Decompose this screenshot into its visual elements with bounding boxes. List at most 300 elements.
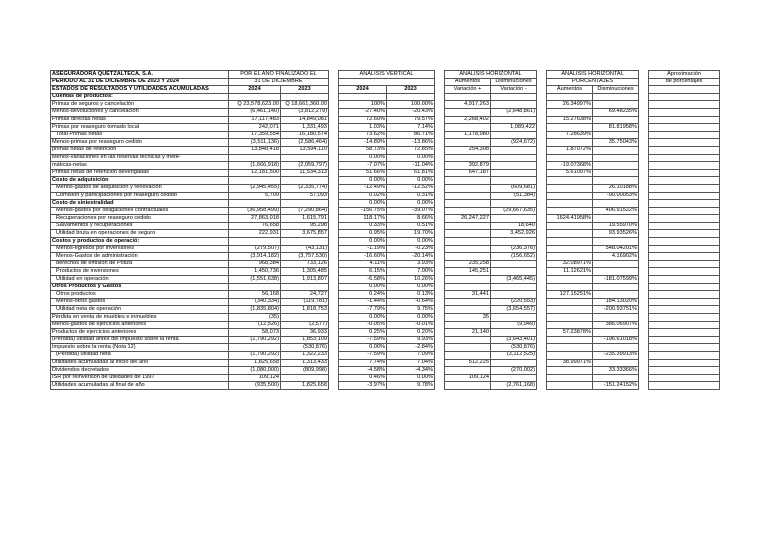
decrease-pct: -235.39913% [593,351,639,359]
increase-value: 235,258 [445,260,491,268]
table-row [51,162,720,170]
value-2024: 5,709 [229,192,281,200]
table-row [51,101,720,109]
vertical-pct-2023: 0.00% [387,238,435,246]
decrease-value [491,169,537,177]
income-statement-table [50,70,720,390]
value-2023: 24,727 [281,291,329,299]
vertical-pct-2024: -156.75% [339,207,387,215]
decrease-pct: -151.24152% [593,382,639,390]
approximation-cell [649,329,720,337]
value-2023: 11,534,313 [281,169,329,177]
vertical-pct-2023: 0.31% [387,192,435,200]
value-2023: (7,290,864) [281,207,329,215]
decrease-value [491,154,537,162]
table-row [51,192,720,200]
value-2023: 1,305,485 [281,268,329,276]
increase-value [445,344,491,352]
row-label: Costo de siniestralidad [51,200,229,208]
vertical-pct-2023: 9.75% [387,306,435,314]
increase-value: 1,178,980 [445,131,491,139]
table-row [51,230,720,238]
increase-value [445,238,491,246]
vertical-analysis-header: ANALISIS VERTICAL [339,71,435,79]
decrease-value: (270,002) [491,367,537,375]
vertical-pct-2023: 8.66% [387,215,435,223]
decrease-value [491,329,537,337]
vertical-pct-2024: 0.95% [339,230,387,238]
year-2024-header: 2024 [229,86,281,94]
row-label: Impuesto sobre la renta (Nota 12) [51,344,229,352]
increase-pct: -19.07368% [547,162,593,170]
approximation-cell [649,116,720,124]
table-row [51,374,720,382]
value-2024: 12,181,500 [229,169,281,177]
horizontal-analysis-header: ANALISIS HORIZONTAL [445,71,537,79]
header-row-3 [51,86,720,94]
decrease-value: (2,761,168) [491,382,537,390]
increase-pct: 11.12621% [547,268,593,276]
increase-value [445,108,491,116]
row-label: Primas por reaseguro tomado local [51,124,229,132]
row-label: Recuperaciones por reaseguro cedido [51,215,229,223]
row-label: Total Primas netas [51,131,229,139]
vertical-pct-2024: -7.79% [339,306,387,314]
table-row [51,215,720,223]
value-2023: (809,998) [281,367,329,375]
approximation-cell [649,351,720,359]
vertical-pct-2024: -6.58% [339,276,387,284]
increase-pct [547,154,593,162]
increase-value: 4,917,263 [445,101,491,109]
vertical-pct-2023: 7.09% [387,351,435,359]
decrease-pct: 406.91522% [593,207,639,215]
value-2023: (2,577) [281,321,329,329]
row-label: Comisión y participaciones por reaseguro cedido [51,192,229,200]
decrease-value: (530,876) [491,344,537,352]
increase-pct [547,222,593,230]
decrease-pct: -200.93751% [593,306,639,314]
table-row [51,139,720,147]
increase-value [445,230,491,238]
value-2024: (935,500) [229,382,281,390]
value-2024: (1,080,000) [229,367,281,375]
increase-pct: 38.99971% [547,359,593,367]
table-row [51,291,720,299]
decrease-pct [593,101,639,109]
decrease-pct: 69.48235% [593,108,639,116]
row-label: Otros productos [51,291,229,299]
value-2023: (3,757,530) [281,253,329,261]
value-2023: (2,586,464) [281,139,329,147]
vertical-pct-2023: -11.04% [387,162,435,170]
decrease-pct: 4.16902% [593,253,639,261]
table-row [51,314,720,322]
increase-value [445,192,491,200]
approximation-cell [649,245,720,253]
decrease-pct: 386.06907% [593,321,639,329]
row-label: Utilidad bruta en operaciones de seguro [51,230,229,238]
row-label: Productos de ejercicios anteriores [51,329,229,337]
increase-value [445,321,491,329]
decrease-value [491,291,537,299]
vertical-pct-2024: 6.15% [339,268,387,276]
vertical-2024-header: 2024 [339,86,387,94]
decrease-value [491,162,537,170]
increase-value [445,245,491,253]
decrease-pct [593,154,639,162]
value-2024 [229,238,281,246]
increase-pct [547,192,593,200]
vertical-pct-2024: 0.00% [339,177,387,185]
increase-pct: 7.28639% [547,131,593,139]
approximation-cell [649,314,720,322]
approximation-cell [649,162,720,170]
period-header-line2: 31 DE DICIEMBRE [229,78,329,86]
row-label: Menos-devoluciones y cancelación [51,108,229,116]
decrease-pct [593,268,639,276]
increase-pct: 5.61097% [547,169,593,177]
increase-value [445,177,491,185]
value-2024: 56,168 [229,291,281,299]
increase-value [445,222,491,230]
vertical-pct-2023 [387,93,435,101]
vertical-pct-2024: 0.00% [339,238,387,246]
increase-pct [547,382,593,390]
increase-pct: 57.23878% [547,329,593,337]
vertical-pct-2024: 0.00% [339,154,387,162]
value-2024: (3,511,136) [229,139,281,147]
table-row [51,177,720,185]
table-row [51,276,720,284]
vertical-pct-2023: -0.01% [387,321,435,329]
table-row [51,93,720,101]
value-2023: 1,825,658 [281,382,329,390]
increase-pct [547,124,593,132]
vertical-pct-2023: 10.26% [387,276,435,284]
vertical-pct-2024: 0.02% [339,192,387,200]
vertical-pct-2024: -14.89% [339,139,387,147]
decrease-header: Disminuciones [491,78,537,86]
row-label: Productos de inversiones [51,268,229,276]
approximation-cell [649,321,720,329]
increase-value [445,367,491,375]
value-2024: (1,551,638) [229,276,281,284]
increase-value: 31,441 [445,291,491,299]
value-2024 [229,200,281,208]
row-label: Primas de seguros y cancelación [51,101,229,109]
row-label: Menos-variaciones en las reservas técnicas y mete- [51,154,229,162]
year-2023-header: 2023 [281,86,329,94]
table-row [51,321,720,329]
approximation-cell [649,382,720,390]
decrease-pct: 81.81958% [593,124,639,132]
approximation-cell [649,215,720,223]
value-2024: (340,334) [229,298,281,306]
decrease-value [491,260,537,268]
vertical-pct-2024: 0.00% [339,344,387,352]
value-2023: 1,913,807 [281,276,329,284]
decrease-pct [593,93,639,101]
approximation-cell [649,139,720,147]
decrease-value [491,215,537,223]
table-row [51,124,720,132]
decrease-pct [593,215,639,223]
approximation-cell [649,283,720,291]
increase-pct [547,351,593,359]
table-row [51,298,720,306]
increase-pct [547,253,593,261]
row-label: derechos de emisión de Póliza [51,260,229,268]
table-row [51,351,720,359]
value-2023: 1,322,233 [281,351,329,359]
value-2023: 733,126 [281,260,329,268]
value-2024 [229,177,281,185]
increase-pct: 26.34997% [547,101,593,109]
value-2023 [281,154,329,162]
vertical-pct-2024: 1.03% [339,124,387,132]
increase-value [445,298,491,306]
vertical-pct-2023: 7.14% [387,124,435,132]
value-2023: 1,331,493 [281,124,329,132]
vertical-pct-2024: -0.05% [339,321,387,329]
value-2023 [281,177,329,185]
statement-title: ESTADOS DE RESULTADOS Y UTILIDADES ACUMULADAS [51,86,229,94]
approximation-cell [649,374,720,382]
decrease-value: (2,648,861) [491,108,537,116]
value-2024: 76,658 [229,222,281,230]
row-label: Menos-gastos de ejercicios anteriores [51,321,229,329]
value-2024 [229,93,281,101]
row-label: Primas directas netas [51,116,229,124]
vertical-pct-2024: -7.07% [339,162,387,170]
row-label: Costo de adquisición [51,177,229,185]
increase-pct [547,367,593,375]
vertical-pct-2023: 19.70% [387,230,435,238]
row-label: Menos-otros gastos [51,298,229,306]
increase-value [445,283,491,291]
vertical-pct-2024: -4.58% [339,367,387,375]
value-2024: 222,931 [229,230,281,238]
row-label: Menos-gastos por obligaciones contractuales [51,207,229,215]
vertical-pct-2024: 100% [339,101,387,109]
vertical-pct-2024: 118.17% [339,215,387,223]
vertical-pct-2024: 0.00% [339,200,387,208]
decrease-value [491,116,537,124]
value-2023: 16,180,574 [281,131,329,139]
table-row [51,207,720,215]
approximation-cell [649,238,720,246]
value-2023: (43,131) [281,245,329,253]
table-row [51,222,720,230]
value-2023: (2,059,797) [281,162,329,170]
decrease-value: (3,654,557) [491,306,537,314]
increase-value [445,276,491,284]
vertical-pct-2024: 0.33% [339,222,387,230]
decrease-pct [593,374,639,382]
table-row [51,336,720,344]
increase-value [445,207,491,215]
vertical-pct-2024: -1.19% [339,245,387,253]
increase-value [445,382,491,390]
row-label: Dividendos decretados [51,367,229,375]
vertical-pct-2024: 51.66% [339,169,387,177]
value-2023: 36,933 [281,329,329,337]
approximation-cell [649,291,720,299]
increase-value: 109,124 [445,374,491,382]
row-label: Utilidades acumuladas al inicio del año [51,359,229,367]
decrease-value: (156,652) [491,253,537,261]
vertical-pct-2024: 73.62% [339,131,387,139]
increase-pct [547,93,593,101]
row-label: Menos-gastos de adquisición y renovación [51,184,229,192]
value-2023: 1,853,109 [281,336,329,344]
vertical-pct-2023: 61.81% [387,169,435,177]
increase-value [445,139,491,147]
increase-value: 26,247,227 [445,215,491,223]
decrease-value [491,146,537,154]
table-row [51,108,720,116]
approximation-cell [649,124,720,132]
vertical-pct-2023: 0.00% [387,154,435,162]
approximation-cell [649,200,720,208]
increase-pct: 1.87072% [547,146,593,154]
approximation-header-line2: de porcentajes [649,78,720,86]
value-2023: (119,781) [281,298,329,306]
approximation-cell [649,93,720,101]
decrease-pct: 26.10188% [593,184,639,192]
table-row [51,344,720,352]
row-label: Primas netas de retención devengadas [51,169,229,177]
decrease-pct: -181.07599% [593,276,639,284]
table-row [51,283,720,291]
row-label: Menos-primas por reaseguro cedido [51,139,229,147]
vertical-pct-2023: 86.71% [387,131,435,139]
table-row [51,238,720,246]
decrease-value [491,283,537,291]
increase-pct [547,245,593,253]
decrease-pct [593,260,639,268]
increase-value: 35 [445,314,491,322]
value-2023: 1,615,791 [281,215,329,223]
increase-pct [547,108,593,116]
vertical-pct-2023: 79.57% [387,116,435,124]
decrease-value: (236,376) [491,245,537,253]
value-2024: 968,384 [229,260,281,268]
variation-minus-header: Variación - [491,86,537,94]
variation-plus-header: Variación + [445,86,491,94]
table-row [51,131,720,139]
table-row [51,184,720,192]
value-2023: (3,812,279) [281,108,329,116]
decrease-pct [593,329,639,337]
increase-value [445,253,491,261]
vertical-pct-2024: -12.49% [339,184,387,192]
value-2023 [281,200,329,208]
increase-pct [547,344,593,352]
approximation-cell [649,184,720,192]
value-2024: 13,848,418 [229,146,281,154]
vertical-pct-2023: 0.00% [387,374,435,382]
decrease-pct [593,131,639,139]
row-label: Otros Productos y Gastos [51,283,229,291]
increase-pct: 1624.41958% [547,215,593,223]
value-2023: 57,093 [281,192,329,200]
value-2024: 109,124 [229,374,281,382]
vertical-pct-2024: 58.73% [339,146,387,154]
approximation-cell [649,367,720,375]
table-row [51,253,720,261]
increase-value: 21,140 [445,329,491,337]
table-row [51,367,720,375]
vertical-pct-2024: 4.11% [339,260,387,268]
value-2023: 14,849,081 [281,116,329,124]
value-2023 [281,374,329,382]
value-2024: (1,666,918) [229,162,281,170]
vertical-pct-2024: -1.44% [339,298,387,306]
row-label: Utilidad neta de operación [51,306,229,314]
decrease-pct [593,162,639,170]
decrease-value [491,359,537,367]
value-2024: (12,526) [229,321,281,329]
decrease-value [491,101,537,109]
row-label: Cuentas de productos: [51,93,229,101]
decrease-value: (609,681) [491,184,537,192]
row-label: Menos-Gastos de administración [51,253,229,261]
vertical-pct-2023: 0.20% [387,329,435,337]
increase-value: 145,251 [445,268,491,276]
vertical-pct-2023: -2.84% [387,344,435,352]
increase-pct [547,200,593,208]
approximation-cell [649,298,720,306]
row-label: máticas-netas [51,162,229,170]
decrease-pct [593,283,639,291]
company-name: ASEGURADORA QUETZALTECA, S.A. [51,71,229,79]
vertical-pct-2023: 7.04% [387,359,435,367]
increase-pct [547,336,593,344]
value-2024: Q 23,578,623.00 [229,101,281,109]
table-row [51,329,720,337]
value-2024: (2,945,455) [229,184,281,192]
row-label: Salvamentos y recuperaciones [51,222,229,230]
row-label: ISR por reinversión de utilidades de 1997 [51,374,229,382]
decrease-value: (9,949) [491,321,537,329]
value-2024: (1,835,804) [229,306,281,314]
period-header-line1: POR EL AÑO FINALIZADO EL [229,71,329,79]
increase-value [445,200,491,208]
approximation-cell [649,101,720,109]
table-row [51,169,720,177]
increase-value: 254,308 [445,146,491,154]
decrease-value: (29,667,635) [491,207,537,215]
vertical-pct-2023: -20.14% [387,253,435,261]
decrease-pct: -196.61018% [593,336,639,344]
period-title: PERIODO AL 31 DE DICIEMBRE DE 2023 Y 2024 [51,78,229,86]
approximation-cell [649,169,720,177]
value-2024: (36,958,499) [229,207,281,215]
value-2023: 95,298 [281,222,329,230]
vertical-pct-2024: 7.74% [339,359,387,367]
decrease-value: (3,465,445) [491,276,537,284]
increase-pct: 15.27638% [547,116,593,124]
value-2023 [281,93,329,101]
vertical-pct-2023: -4.34% [387,367,435,375]
approximation-cell [649,268,720,276]
value-2023: (2,335,774) [281,184,329,192]
decrease-value: (3,643,401) [491,336,537,344]
vertical-pct-2023: 100.00% [387,101,435,109]
row-label: Utilidad en operación [51,276,229,284]
